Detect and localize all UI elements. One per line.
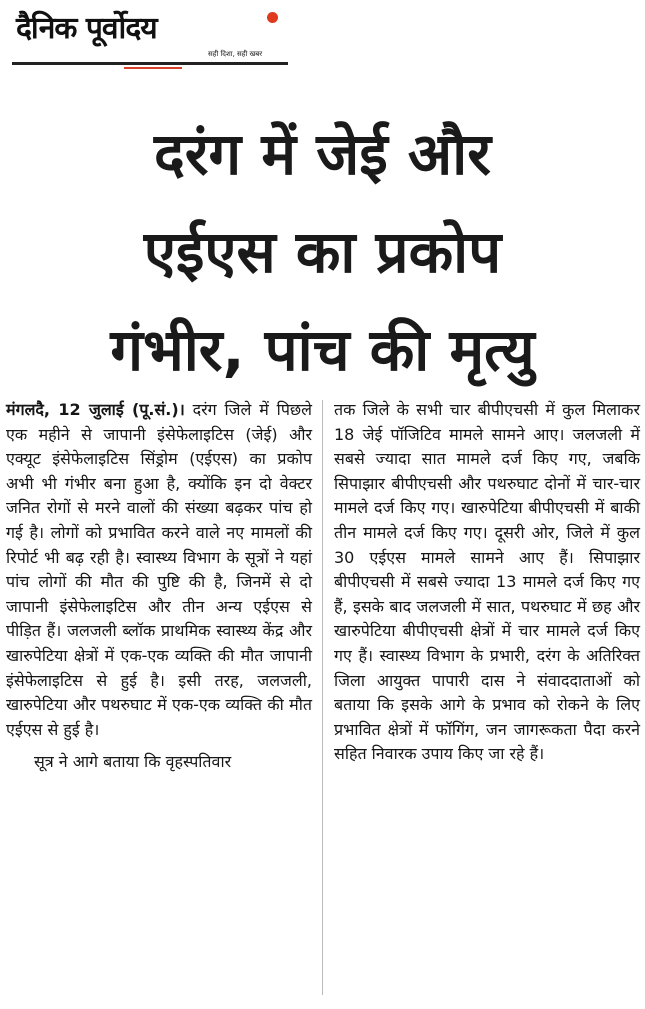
masthead-tagline: सही दिशा, सही खबर (208, 50, 263, 58)
article-body-left: दरंग जिले में पिछले एक महीने से जापानी इंसेफेलाइटिस (जेई) और एक्यूट इंसेफेलाइटिस सिंड्रोम (एईएस) का प्रकोप अभी भी गंभीर बना हुआ है, क्योंकि इन दो वेक्टर जनित रोगों से मरने वालों की संख्या बढ़कर पांच हो गई है। लोगों को प्रभावित करने वाले नए मामलों की रिपोर्ट भी बढ़ रही है। स्वास्थ्य विभाग के सूत्रों ने यहां पांच लोगों की मौत की पुष्टि की है, जिनमें से दो जापानी इंसेफेलाइटिस और तीन अन्य एईएस से पीड़ित हैं। जलजली ब्लॉक प्राथमिक स्वास्थ्य केंद्र और खारुपेटिया क्षेत्रों में एक-एक व्यक्ति की मौत जापानी इंसेफेलाइटिस से हुई है। इसी तरह, जलजली, खारुपेटिया और पथरुघाट में एक-एक व्यक्ति की मौत एईएस से हुई है। (6, 400, 312, 739)
headline-line-1: दरंग में जेई और (153, 120, 491, 188)
article-paragraph-2: सूत्र ने आगे बताया कि वृहस्पतिवार (34, 752, 232, 772)
headline-line-2: एईएस का प्रकोप (143, 218, 502, 286)
headline-line-3: गंभीर, पांच की मृत्यु (110, 316, 535, 384)
article-column-left (6, 398, 312, 775)
article-column-right (334, 398, 640, 767)
article-dateline: मंगलदै, 12 जुलाई (पू.सं.)। (6, 400, 185, 419)
masthead-accent-rule (124, 67, 182, 69)
masthead (12, 4, 288, 72)
masthead-rule (12, 62, 288, 65)
newspaper-logo: दैनिक पूर्वोदय (16, 11, 157, 46)
article-body-right: तक जिले के सभी चार बीपीएचसी में कुल मिलाकर 18 जेई पॉजिटिव मामले सामने आए। जलजली में सबसे ज्यादा सात मामले दर्ज किए गए, जबकि सिपाझार बीपीएचसी और पथरुघाट दोनों में चार-चार मामले दर्ज किए गए। खारुपेटिया बीपीएचसी में बाकी तीन मामले दर्ज किए गए। दूसरी ओर, जिले में कुल 30 एईएस मामले सामने आए हैं। सिपाझार बीपीएचसी में सबसे ज्यादा 13 मामले दर्ज किए गए हैं, इसके बाद जलजली में सात, पथरुघाट में छह और खारुपेटिया बीपीएचसी क्षेत्रों में चार मामले दर्ज किए गए हैं। स्वास्थ्य विभाग के प्रभारी, दरंग के अतिरिक्त जिला आयुक्त पापारी दास ने संवाददाताओं को बताया कि इसके आगे के प्रभाव को रोकने के लिए प्रभावित क्षेत्रों में फॉगिंग, जन जागरूकता पैदा करने सहित निवारक उपाय किए जा रहे हैं। (334, 400, 641, 764)
column-divider (322, 400, 323, 995)
article-paragraph-1 (6, 398, 312, 742)
headline (0, 105, 645, 399)
logo-dot-icon (267, 12, 278, 23)
